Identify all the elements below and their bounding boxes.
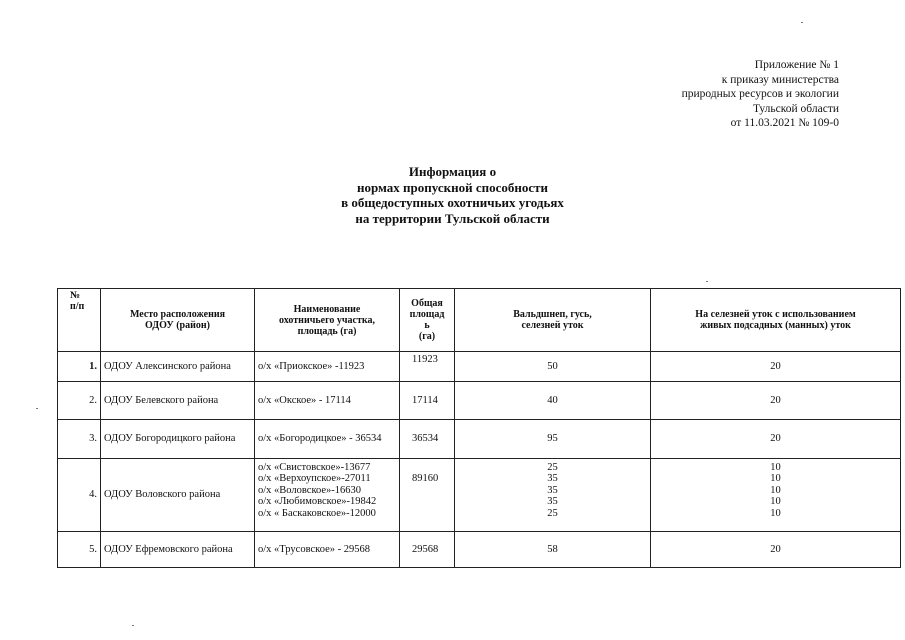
row-sites xyxy=(255,382,400,420)
row-sites xyxy=(255,352,400,382)
table-row xyxy=(58,459,901,532)
row-num: 2. xyxy=(58,382,101,420)
row-decoy xyxy=(651,459,901,532)
row-num: 5. xyxy=(58,532,101,568)
woodcock-value: 35 xyxy=(547,484,558,496)
appendix-line: к приказу министерства xyxy=(721,73,839,86)
row-sites xyxy=(255,459,400,532)
header-num: № п/п xyxy=(58,289,101,352)
header-total-area: Общая площад ь (га) xyxy=(400,289,455,352)
row-area: 17114 xyxy=(400,382,455,420)
scan-speck xyxy=(132,625,134,626)
row-place: ОДОУ Богородицкого района xyxy=(101,420,255,459)
row-place: ОДОУ Ефремовского района xyxy=(101,532,255,568)
header-woodcock-goose: Вальдшнеп, гусь, селезней уток xyxy=(455,289,651,352)
header-decoy-ducks: На селезней уток с использованием живых подсадных (манных) уток xyxy=(651,289,901,352)
row-area: 89160 xyxy=(400,459,455,532)
row-woodcock: 58 xyxy=(455,532,651,568)
header-site-name: Наименование охотничьего участка, площадь (га) xyxy=(255,289,400,352)
decoy-value: 10 xyxy=(770,496,781,508)
woodcock-value: 35 xyxy=(547,473,558,485)
site-entry: о/х «Окское» - 17114 xyxy=(258,394,351,406)
decoy-value: 10 xyxy=(770,462,781,473)
row-woodcock: 95 xyxy=(455,420,651,459)
scan-speck xyxy=(801,22,803,23)
row-decoy: 20 xyxy=(651,352,901,382)
document-title xyxy=(0,164,905,226)
appendix-block xyxy=(682,58,839,131)
woodcock-value: 35 xyxy=(547,496,558,508)
row-sites xyxy=(255,532,400,568)
title-line: в общедоступных охотничьих угодьях xyxy=(341,195,564,211)
table-row xyxy=(58,352,901,382)
site-entry: о/х «Трусовское» - 29568 xyxy=(258,543,370,555)
title-line: Информация о xyxy=(408,164,497,179)
appendix-line: Приложение № 1 xyxy=(754,59,839,71)
appendix-line: Тульской области xyxy=(752,102,839,115)
decoy-value: 10 xyxy=(770,484,781,496)
row-decoy: 20 xyxy=(651,420,901,459)
row-num: 1. xyxy=(58,352,101,382)
scan-speck xyxy=(36,408,38,409)
site-entry: о/х «Любимовское»-19842 xyxy=(258,496,377,508)
table-header-row xyxy=(58,289,901,352)
row-num: 3. xyxy=(58,420,101,459)
site-entry: о/х «Верхоупское»-27011 xyxy=(258,473,371,485)
appendix-line: природных ресурсов и экологии xyxy=(681,88,839,101)
row-woodcock xyxy=(455,459,651,532)
row-woodcock: 40 xyxy=(455,382,651,420)
table-row xyxy=(58,382,901,420)
quota-table xyxy=(57,288,901,568)
row-woodcock: 50 xyxy=(455,352,651,382)
row-place: ОДОУ Алексинского района xyxy=(101,352,255,382)
table-row xyxy=(58,420,901,459)
site-entry: о/х « Баскаковское»-12000 xyxy=(258,507,376,519)
row-place: ОДОУ Воловского района xyxy=(101,459,255,532)
site-entry: о/х «Приокское» -11923 xyxy=(258,360,365,372)
row-place: ОДОУ Белевского района xyxy=(101,382,255,420)
site-entry: о/х «Свистовское»-13677 xyxy=(258,462,371,473)
decoy-value: 10 xyxy=(770,473,781,485)
woodcock-value: 25 xyxy=(547,507,558,519)
site-entry: о/х «Воловское»-16630 xyxy=(258,484,362,496)
scan-speck xyxy=(706,281,708,282)
row-num: 4. xyxy=(58,459,101,532)
appendix-line: от 11.03.2021 № 109-0 xyxy=(730,117,839,130)
woodcock-value: 25 xyxy=(547,462,558,473)
row-sites xyxy=(255,420,400,459)
row-decoy: 20 xyxy=(651,382,901,420)
row-decoy: 20 xyxy=(651,532,901,568)
title-line: на территории Тульской области xyxy=(355,210,550,226)
row-area: 36534 xyxy=(400,420,455,459)
row-area: 11923 xyxy=(400,352,455,382)
title-line: нормах пропускной способности xyxy=(356,179,548,195)
row-area: 29568 xyxy=(400,532,455,568)
decoy-value: 10 xyxy=(770,507,781,519)
table-row xyxy=(58,532,901,568)
site-entry: о/х «Богородицкое» - 36534 xyxy=(258,433,382,445)
header-place: Место расположения ОДОУ (район) xyxy=(101,289,255,352)
